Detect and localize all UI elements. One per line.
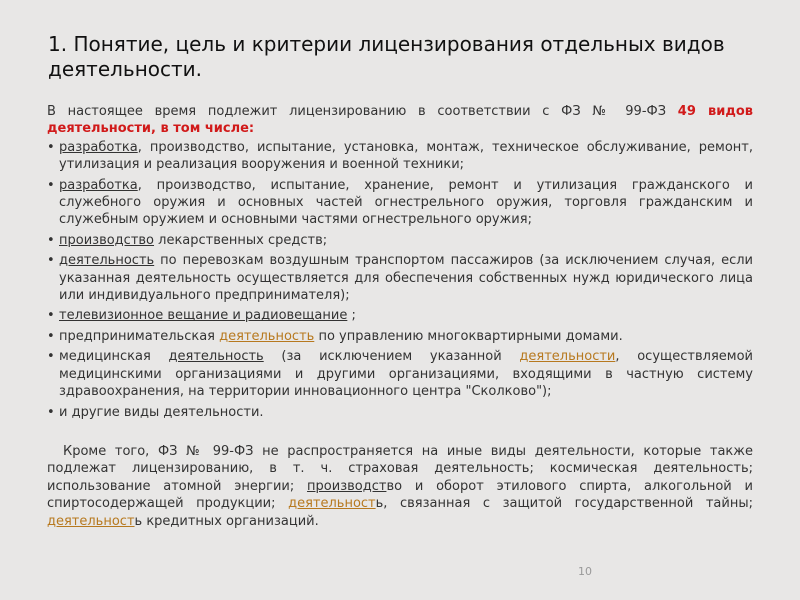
- item-text: и другие виды деятельности.: [59, 404, 264, 420]
- intro-paragraph: [47, 103, 753, 138]
- item-text: , производство, испытание, хранение, ремонт и утилизация гражданского и служебного оружия и основных частей огнестрельного оружия, торговля гражданским и служебным оружием и основными частями огнестрельного оружия;: [59, 177, 753, 228]
- slide-title: 1. Понятие, цель и критерии лицензирования отдельных видов деятельности.: [48, 32, 725, 81]
- item-text: медицинская: [59, 349, 169, 365]
- list-item: [47, 348, 753, 400]
- term-link[interactable]: деятельности: [519, 349, 616, 365]
- underlined-term: разработка: [59, 177, 138, 193]
- item-text: ;: [347, 308, 356, 324]
- slide-content: [47, 103, 753, 530]
- underlined-term: деятельность: [59, 253, 155, 269]
- underlined-term: разработка: [59, 139, 138, 155]
- para-text: ь, связанная с защитой государственной тайны;: [375, 496, 753, 512]
- item-text: по перевозкам воздушным транспортом пассажиров (за исключением случая, если указанная деятельность осуществляется для обеспечения собственных нужд юридического лица или индивидуального предпринимателя);: [59, 253, 753, 304]
- underlined-term: деятельность: [168, 349, 264, 365]
- item-text: (за исключением указанной: [263, 349, 520, 365]
- underlined-term: производство: [59, 232, 155, 248]
- term-link[interactable]: деятельность: [219, 328, 315, 344]
- term-link[interactable]: деятельност: [47, 513, 135, 529]
- item-text: , осуществляемой медицинскими организациями и другими организациями, входящими в частную систему здравоохранения, на территории инновационного центра "Сколково");: [59, 349, 753, 400]
- activity-list: [47, 139, 753, 421]
- list-item: [47, 404, 753, 421]
- para-text: во и оборот этилового спирта, алкогольной и спиртосодержащей продукции;: [47, 478, 753, 512]
- intro-text: В настоящее время подлежит лицензированию в соответствии с ФЗ № 99-ФЗ: [47, 104, 678, 119]
- list-item: [47, 307, 753, 324]
- item-text: , производство, испытание, установка, монтаж, техническое обслуживание, ремонт, утилизация и реализация вооружения и военной техники;: [59, 139, 753, 173]
- closing-paragraph: [47, 443, 753, 530]
- page-number: 10: [578, 565, 592, 578]
- item-text: предпринимательская: [59, 328, 220, 344]
- para-text: ь кредитных организаций.: [134, 513, 319, 529]
- list-item: [47, 177, 753, 229]
- list-item: [47, 139, 753, 174]
- intro-highlight: 49 видов деятельности, в том числе:: [47, 104, 753, 137]
- underlined-term: производст: [307, 478, 387, 494]
- underlined-term: телевизионное вещание и радиовещание: [59, 308, 348, 324]
- list-item: [47, 252, 753, 304]
- term-link[interactable]: деятельност: [288, 496, 376, 512]
- list-item: [47, 232, 753, 249]
- list-item: [47, 328, 753, 345]
- item-text: по управлению многоквартирными домами.: [314, 328, 623, 344]
- item-text: лекарственных средств;: [154, 232, 328, 248]
- para-text: Кроме того, ФЗ № 99-ФЗ не распространяется на иные виды деятельности, которые также подлежат лицензированию, в т. ч. страховая деятельность; космическая деятельность; использование атомной энергии;: [47, 443, 753, 494]
